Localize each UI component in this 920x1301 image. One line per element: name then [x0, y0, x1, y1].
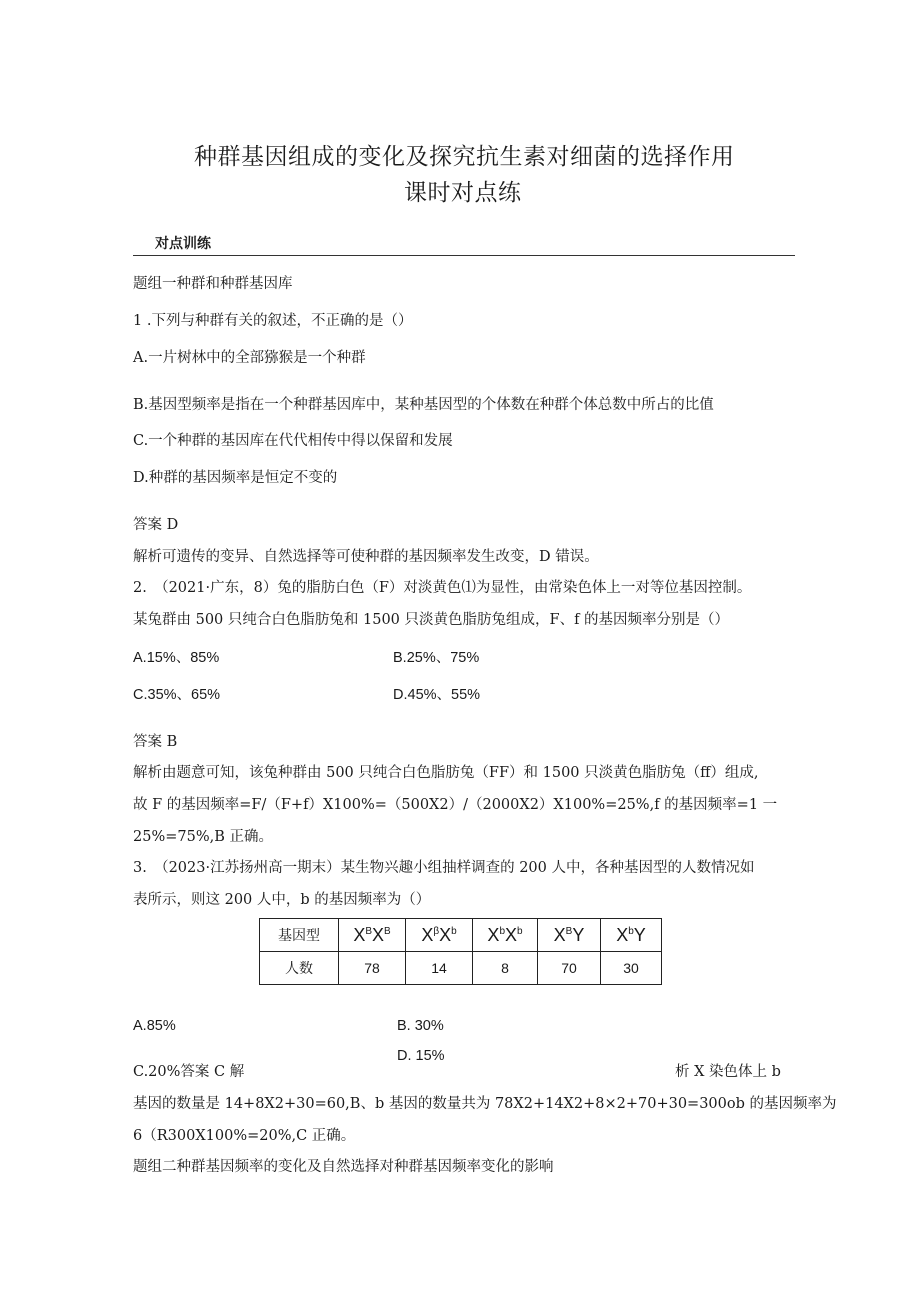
- q1-option-d: D.种群的基因频率是恒定不变的: [133, 470, 338, 486]
- q2-stem-line2: 某兔群由 500 只纯合白色脂肪兔和 1500 只淡黄色脂肪兔组成，F、f 的基因频率分别是（）: [133, 612, 730, 628]
- q3-option-a: A.85%: [133, 1018, 176, 1034]
- q3-analysis-tail: 析 X 染色体上 b: [675, 1064, 781, 1080]
- table-header-cell: 基因型: [260, 919, 339, 952]
- q3-option-d: D. 15%: [397, 1048, 445, 1064]
- section-divider: [133, 255, 795, 256]
- genotype-cell: $X^\beta X^b$: [406, 919, 473, 952]
- count-cell: 30: [601, 952, 662, 985]
- count-cell: 78: [339, 952, 406, 985]
- q1-answer: 答案 D: [133, 517, 179, 533]
- q2-option-c: C.35%、65%: [133, 687, 221, 703]
- q3-analysis-line2: 基因的数量是 14+8X2+30=60,B、b 基因的数量共为 78X2+14X2+8×2+70+30=300ob 的基因频率为: [133, 1096, 837, 1112]
- q1-option-b: B.基因型频率是指在一个种群基因库中，某种基因型的个体数在种群个体总数中所占的比值: [133, 397, 714, 413]
- section-heading: 对点训练: [155, 236, 211, 252]
- genotype-cell: $X^BY$: [538, 919, 601, 952]
- q2-stem-line1: 2. （2021·广东，8）兔的脂肪白色（F）对淡黄色⑴为显性，由常染色体上一对等位基因控制。: [133, 580, 752, 596]
- count-cell: 14: [406, 952, 473, 985]
- q1-analysis: 解析可遗传的变异、自然选择等可使种群的基因频率发生改变，D 错误。: [133, 549, 599, 565]
- q3-option-b: B. 30%: [397, 1018, 444, 1034]
- q2-option-b: B.25%、75%: [393, 650, 480, 666]
- page-title: 种群基因组成的变化及探究抗生素对细菌的选择作用: [194, 144, 735, 170]
- q2-analysis-line3: 25%=75%,B 正确。: [133, 829, 273, 845]
- count-cell: 70: [538, 952, 601, 985]
- q2-option-a: A.15%、85%: [133, 650, 220, 666]
- q1-stem: 1 .下列与种群有关的叙述，不正确的是（）: [133, 313, 413, 329]
- q3-analysis-line3: 6（R300X100%=20%,C 正确。: [133, 1128, 356, 1144]
- table-header-cell: 人数: [260, 952, 339, 985]
- genotype-cell: $X^bY$: [601, 919, 662, 952]
- q3-stem-line2: 表所示，则这 200 人中，b 的基因频率为（）: [133, 892, 431, 908]
- genotype-cell: $X^BX^B$: [339, 919, 406, 952]
- q3-option-c-answer: C.20%答案 C 解: [133, 1064, 245, 1080]
- q2-option-d: D.45%、55%: [393, 687, 481, 703]
- count-cell: 8: [473, 952, 538, 985]
- q1-option-c: C.一个种群的基因库在代代相传中得以保留和发展: [133, 433, 453, 449]
- table-row: [260, 919, 662, 952]
- q3-stem-line1: 3. （2023·江苏扬州高一期末）某生物兴趣小组抽样调查的 200 人中，各种基因型的人数情况如: [133, 860, 755, 876]
- page-subtitle: 课时对点练: [404, 180, 522, 206]
- table-row: [260, 952, 662, 985]
- q2-analysis-line1: 解析由题意可知，该兔种群由 500 只纯合白色脂肪兔（FF）和 1500 只淡黄色脂肪兔（ff）组成,: [133, 765, 759, 781]
- genotype-table: [259, 918, 662, 985]
- q1-option-a: A.一片树林中的全部猕猴是一个种群: [133, 350, 366, 366]
- genotype-cell: $X^bX^b$: [473, 919, 538, 952]
- q2-analysis-line2: 故 F 的基因频率=F/（F+f）X100%=（500X2）/（2000X2）X100%=25%,f 的基因频率=1 一: [133, 797, 778, 813]
- q2-answer: 答案 B: [133, 734, 178, 750]
- group2-heading: 题组二种群基因频率的变化及自然选择对种群基因频率变化的影响: [133, 1159, 554, 1175]
- group1-heading: 题组一种群和种群基因库: [133, 276, 293, 292]
